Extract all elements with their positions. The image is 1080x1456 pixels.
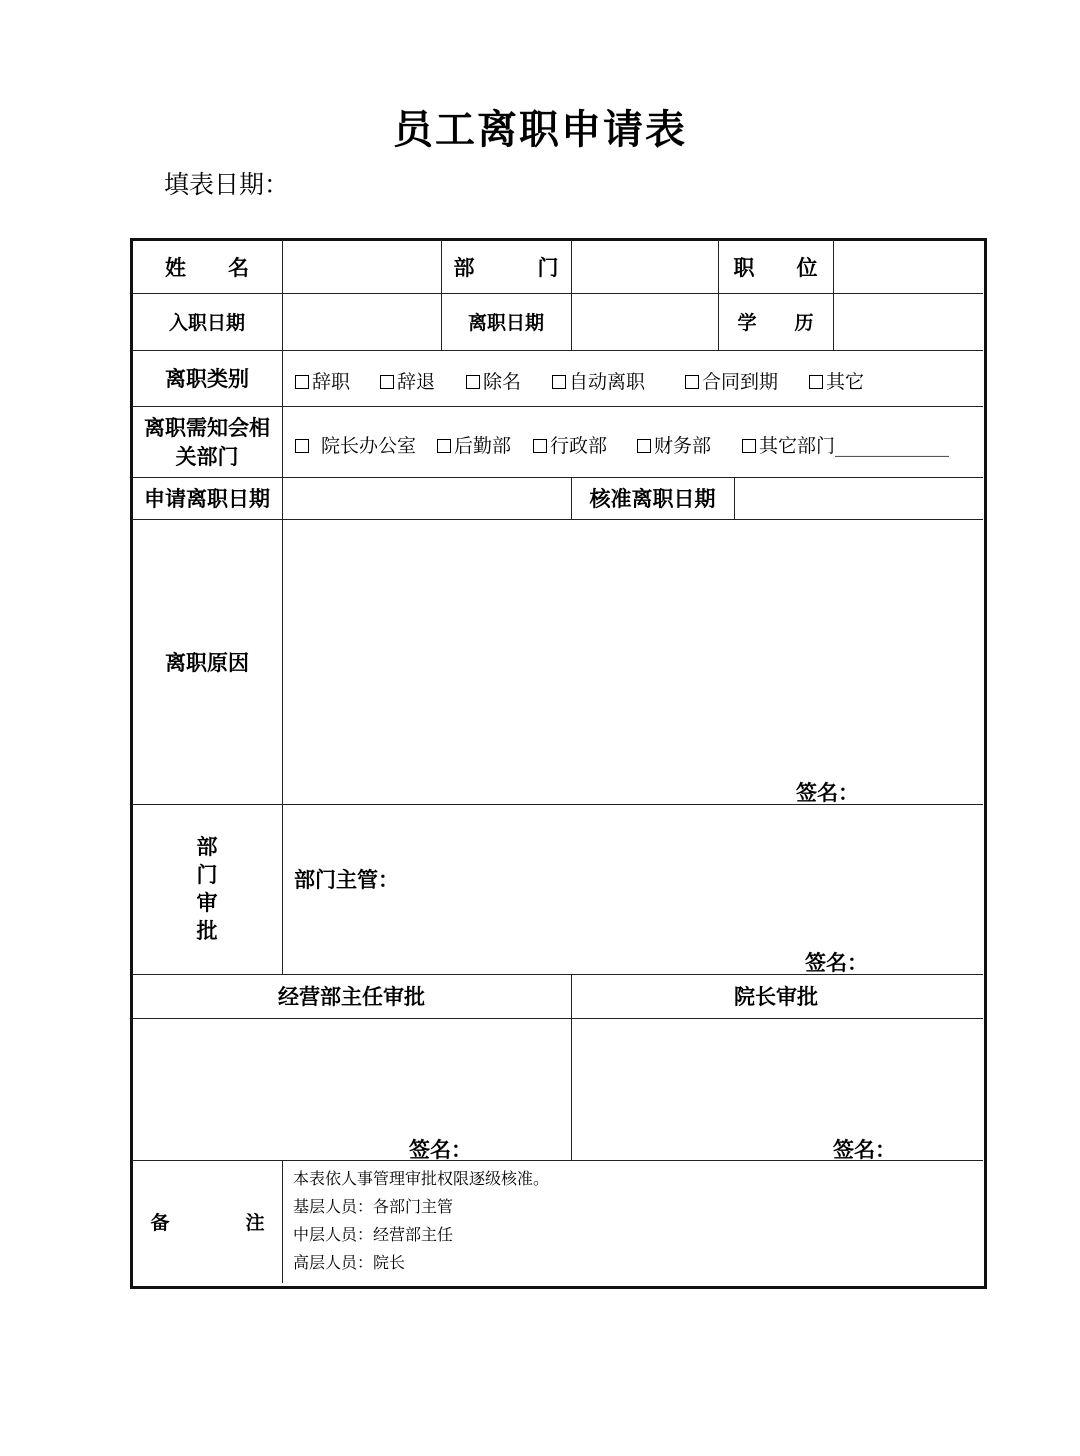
option-other[interactable]: 其它 [809, 367, 864, 394]
remarks-line: 中层人员：经营部主任 [293, 1225, 454, 1244]
notify-finance[interactable]: 财务部 [637, 431, 711, 458]
checkbox[interactable] [809, 375, 823, 389]
page-title: 员工离职申请表 [393, 106, 687, 153]
ops-approval-label: 经营部主任审批 [278, 984, 425, 1009]
position-label: 职 位 [733, 254, 818, 280]
option-self-leave[interactable]: 自动离职 [552, 367, 645, 394]
checkbox[interactable] [295, 439, 309, 453]
fill-date-label: 填表日期： [164, 170, 290, 199]
leave-type-label: 离职类别 [165, 366, 249, 391]
reason-label: 离职原因 [165, 649, 249, 675]
remarks-line: 基层人员：各部门主管 [293, 1197, 454, 1216]
notify-depts-label: 离职需知会相关部门 [144, 415, 270, 469]
apply-date-field[interactable] [283, 477, 571, 519]
checkbox[interactable] [295, 375, 309, 389]
approve-date-field[interactable] [735, 477, 981, 519]
dean-approval-label: 院长审批 [734, 984, 818, 1009]
notify-dean-office[interactable]: 院长办公室 [295, 431, 416, 458]
leave-date-field[interactable] [572, 293, 718, 350]
option-resign[interactable]: 辞职 [295, 367, 350, 394]
education-field[interactable] [834, 293, 981, 350]
dept-label: 部 门 [453, 254, 559, 280]
checkbox[interactable] [552, 375, 566, 389]
dept-sign-label: 签名： [805, 950, 868, 975]
other-dept-blank[interactable]: ____________ [835, 435, 950, 457]
dept-approval-label: 部 门 审 批 [196, 834, 218, 943]
dean-approval-field[interactable] [572, 1018, 981, 1160]
apply-date-label: 申请离职日期 [144, 486, 270, 511]
checkbox[interactable] [742, 439, 756, 453]
checkbox[interactable] [437, 439, 451, 453]
checkbox[interactable] [466, 375, 480, 389]
leave-date-label: 离职日期 [467, 312, 544, 334]
remarks-line: 高层人员：院长 [293, 1253, 406, 1272]
checkbox[interactable] [533, 439, 547, 453]
education-label: 学 历 [737, 312, 814, 334]
dean-sign-label: 签名： [833, 1137, 896, 1162]
approve-date-label: 核准离职日期 [589, 486, 716, 511]
join-date-label: 入职日期 [168, 312, 245, 334]
dept-field[interactable] [572, 240, 718, 293]
remarks-line: 本表依人事管理审批权限逐级核准。 [293, 1169, 550, 1188]
dept-approval-field[interactable] [283, 900, 981, 970]
checkbox[interactable] [685, 375, 699, 389]
name-field[interactable] [283, 240, 441, 293]
dept-manager-label: 部门主管： [294, 867, 399, 892]
reason-field[interactable] [283, 519, 981, 804]
ops-sign-label: 签名： [409, 1137, 472, 1162]
option-expel[interactable]: 除名 [466, 367, 521, 394]
ops-approval-field[interactable] [132, 1018, 571, 1160]
checkbox[interactable] [637, 439, 651, 453]
notify-admin[interactable]: 行政部 [533, 431, 607, 458]
remarks-label: 备 注 [150, 1212, 265, 1234]
option-dismiss[interactable]: 辞退 [380, 367, 435, 394]
notify-logistics[interactable]: 后勤部 [437, 431, 511, 458]
join-date-field[interactable] [283, 293, 441, 350]
option-contract-end[interactable]: 合同到期 [685, 367, 778, 394]
name-label: 姓 名 [165, 254, 249, 280]
position-field[interactable] [834, 240, 981, 293]
notify-other-dept[interactable]: 其它部门____________ [742, 431, 949, 458]
checkbox[interactable] [380, 375, 394, 389]
reason-sign-label: 签名： [796, 780, 859, 805]
